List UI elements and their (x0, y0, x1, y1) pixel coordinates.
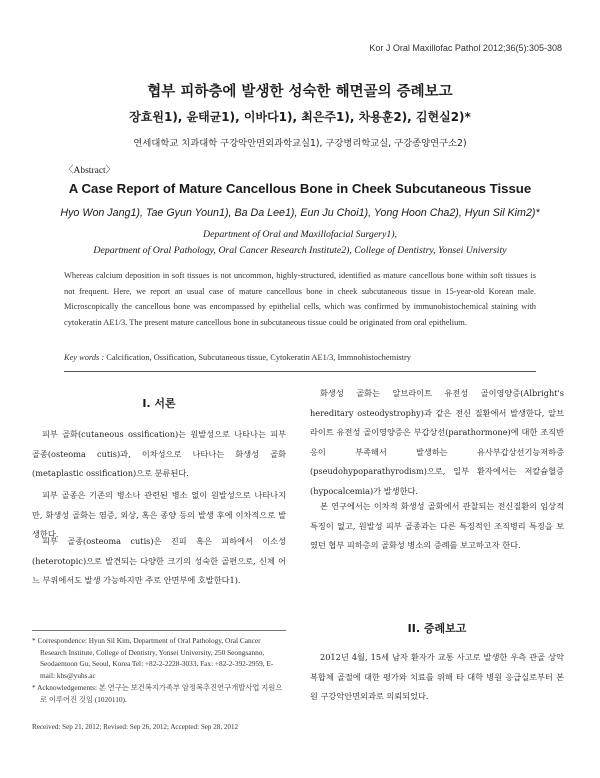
case-heading: II. 증례보고 (407, 622, 467, 635)
english-title: A Case Report of Mature Cancellous Bone in Cheek Subcutaneous Tissue (68, 181, 532, 196)
korean-title: 협부 피하층에 발생한 성숙한 해면골의 증례보고 (147, 84, 453, 100)
korean-affiliation: 연세대학교 치과대학 구강악안면외과학교실1), 구강병리학교실, 구강종양연구소2) (133, 138, 467, 149)
right-paragraph-1: 화생성 골화는 알브라이트 유전성 골이영양증(Albright's hereditary osteodystrophy)과 같은 전신 질환에서 발생한다, 알브라이트 유전성 골이영양증은 부갑상선(parathormone)에 대한 조직반응이 부족해서 발생하는 유사부갑상선기능저하증(pseudohypoparathyrodism)으로, 일부 환자에서는 저칼슘혈증(hypocalcemia)가 발생한다. (310, 388, 564, 496)
running-head: Kor J Oral Maxillofac Pathol 2012;36(5):305-308 (369, 43, 562, 53)
acknowledgement-footnote: * Acknowledgements: 본 연구는 보건복지가족부 암정복추진연구개발사업 지원으로 이루어진 것임 (1020110). (32, 683, 283, 704)
intro-paragraph-2: 피부 골종은 기존의 병소나 관련된 병소 없이 원발성으로 나타나지만, 화생성 골화는 염증, 외상, 혹은 종양 등의 발생 후에 이차적으로 발생한다. (32, 490, 286, 540)
right-column (310, 0, 564, 778)
received-dates: Received: Sep 21, 2012; Revised: Sep 26, 2012; Accepted: Sep 28, 2012 (32, 723, 239, 731)
keywords-text: Calcification, Ossification, Subcutaneous tissue, Cytokeratin AE1/3, Immnohistochemistry (106, 353, 411, 362)
keywords-label: Key words : (64, 353, 105, 362)
footnote-divider (32, 630, 286, 631)
intro-heading: I. 서론 (142, 397, 176, 410)
abstract-tag: 〈Abstract〉 (64, 166, 116, 176)
footnotes (32, 635, 286, 707)
right-paragraph-2: 본 연구에서는 이차적 화생성 골화에서 관찰되는 전신질환의 임상적 특징이 없고, 원발성 피부 골종과는 다른 특징적인 조직병리 특징을 보였던 협부 피하층의 골화성 병소의 증례를 보고하고자 한다. (310, 501, 564, 551)
case-paragraph-1: 2012년 4월, 15세 남자 환자가 교통 사고로 발생한 우측 관골 상악 복합체 골절에 대한 평가와 치료를 위해 타 대학 병원 응급실로부터 본원 구강악안면외과로 의뢰되었다. (310, 652, 564, 702)
abstract-body: Whereas calcium deposition in soft tissues is not uncommon, highly-structured, identified as mature cancellous bone within soft tissues is not frequent. Here, we report an usual case of mature cancellous bone in cheek subcutaneous tissue in 15-year-old Korean male. Microscopically the cancellous bone was encompassed by epithelial cells, which was confirmed by immunohistochemical staining with cytokeratin AE1/3. The present mature cancellous bone in subcutaneous tissue could be originated from oral epithelium. (64, 271, 536, 327)
english-affiliation-1: Department of Oral and Maxillofacial Surgery1), (203, 229, 397, 240)
english-authors: Hyo Won Jang1), Tae Gyun Youn1), Ba Da Lee1), Eun Ju Choi1), Yong Hoon Cha2), Hyun Sil Kim2)* (60, 207, 540, 219)
correspondence-footnote: * Correspondence: Hyun Sil Kim, Department of Oral Pathology, Oral Cancer Research Institute, College of Dentistry, Yonsei University, 250 Seongsanno, Seodaemoon Gu, Seoul, Korea Tel: +82-2-2228-3033, Fax: +82-2-392-2959, E-mail: khs@yuhs.ac (32, 636, 274, 680)
korean-authors: 장효원1), 윤태균1), 이바다1), 최은주1), 차용훈2), 김현실2)* (129, 110, 471, 124)
intro-paragraph-3: 피부 골종(osteoma cutis)은 진피 혹은 피하에서 이소성(heterotopic)으로 발견되는 다양한 크기의 성숙한 골편으로, 신체 어느 부위에서도 발생 가능하지만 주로 안면부에 호발한다1). (32, 536, 286, 586)
intro-paragraph-1: 피부 골화(cutaneous ossification)는 원발성으로 나타나는 피부 골종(osteoma cutis)과, 이차성으로 나타나는 화생성 골화(metaplastic ossification)으로 분류된다. (32, 429, 286, 479)
english-affiliation-2: Department of Oral Pathology, Oral Cancer Research Institute2), College of Dentistry, Yonsei University (93, 245, 507, 256)
